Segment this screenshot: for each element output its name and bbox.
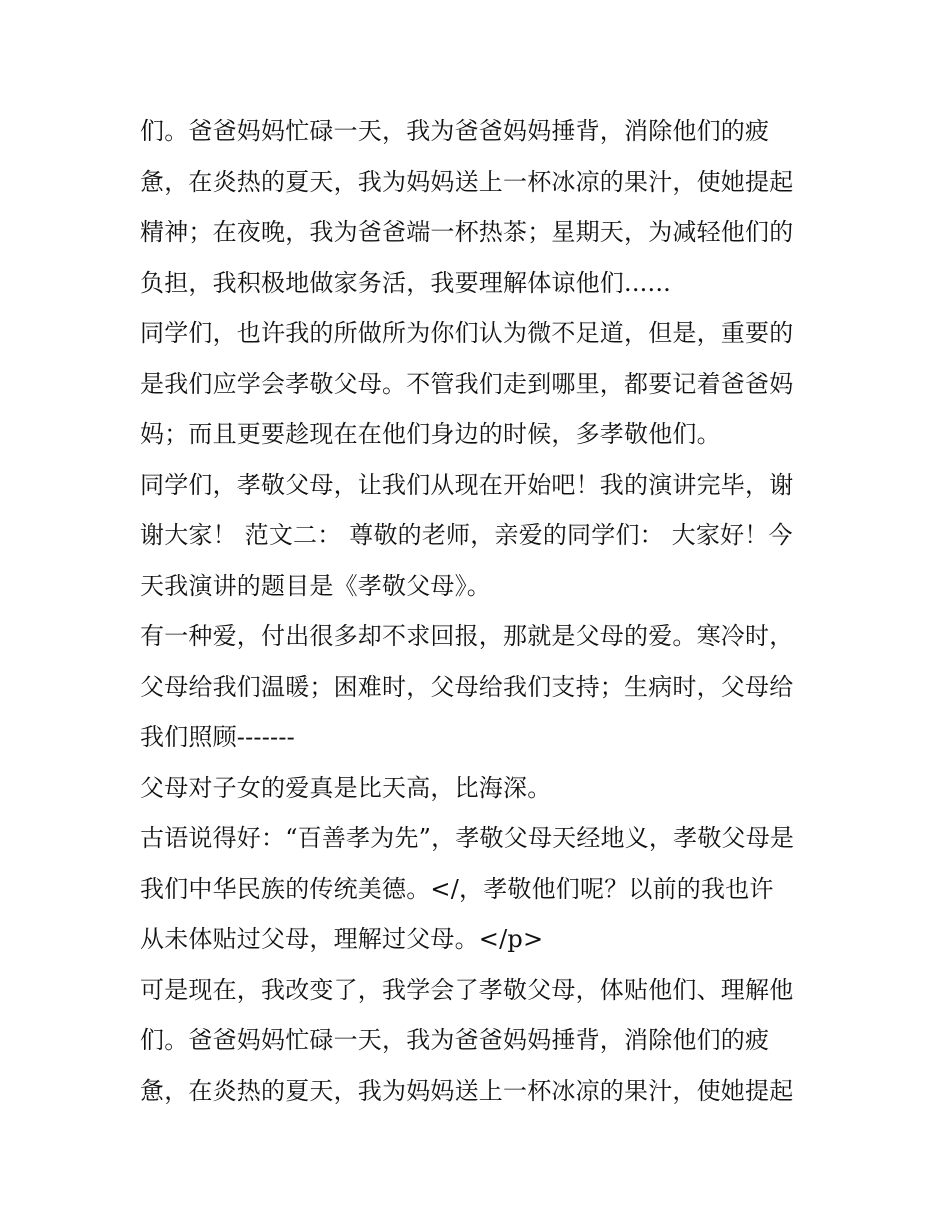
document-body — [140, 106, 820, 1116]
text-line-20: 惫，在炎热的夏天，我为妈妈送上一杯冰凉的果汁，使她提起 — [140, 1076, 794, 1105]
text-line-13: 我们照顾------- — [140, 723, 295, 751]
text-line-15: 古语说得好：“百善孝为先”，孝敬父母天经地义，孝敬父母是 — [140, 824, 795, 852]
text-line-12: 父母给我们温暖；困难时，父母给我们支持；生病时，父母给 — [140, 672, 794, 701]
text-line-8: 同学们，孝敬父母，让我们从现在开始吧！我的演讲完毕，谢 — [140, 470, 794, 499]
text-line-4: 负担，我积极地做家务活，我要理解体谅他们...... — [140, 268, 671, 297]
text-line-3: 精神；在夜晚，我为爸爸端一杯热茶；星期天，为减轻他们的 — [140, 218, 794, 246]
text-line-7: 妈；而且更要趁现在在他们身边的时候，多孝敬他们。 — [140, 420, 721, 448]
text-line-17: 从未体贴过父母，理解过父母。</p> — [140, 925, 544, 953]
text-line-11: 有一种爱，付出很多却不求回报，那就是父母的爱。寒冷时， — [140, 622, 794, 650]
text-line-16: 我们中华民族的传统美德。</，孝敬他们呢？以前的我也许 — [140, 874, 774, 903]
text-line-9: 谢大家！ 范文二： 尊敬的老师，亲爱的同学们： 大家好！今 — [140, 521, 793, 549]
text-line-1: 们。爸爸妈妈忙碌一天，我为爸爸妈妈捶背，消除他们的疲 — [140, 117, 770, 145]
text-line-19: 们。爸爸妈妈忙碌一天，我为爸爸妈妈捶背，消除他们的疲 — [140, 1026, 770, 1054]
text-line-10: 天我演讲的题目是《孝敬父母》。 — [140, 571, 491, 600]
text-line-2: 惫，在炎热的夏天，我为妈妈送上一杯冰凉的果汁，使她提起 — [140, 167, 794, 196]
text-line-18: 可是现在，我改变了，我学会了孝敬父母，体贴他们、理解他 — [140, 975, 794, 1004]
text-line-6: 是我们应学会孝敬父母。不管我们走到哪里，都要记着爸爸妈 — [140, 369, 794, 398]
text-line-5: 同学们，也许我的所做所为你们认为微不足道，但是，重要的 — [140, 319, 794, 347]
text-line-14: 父母对子女的爱真是比天高，比海深。 — [140, 773, 552, 802]
